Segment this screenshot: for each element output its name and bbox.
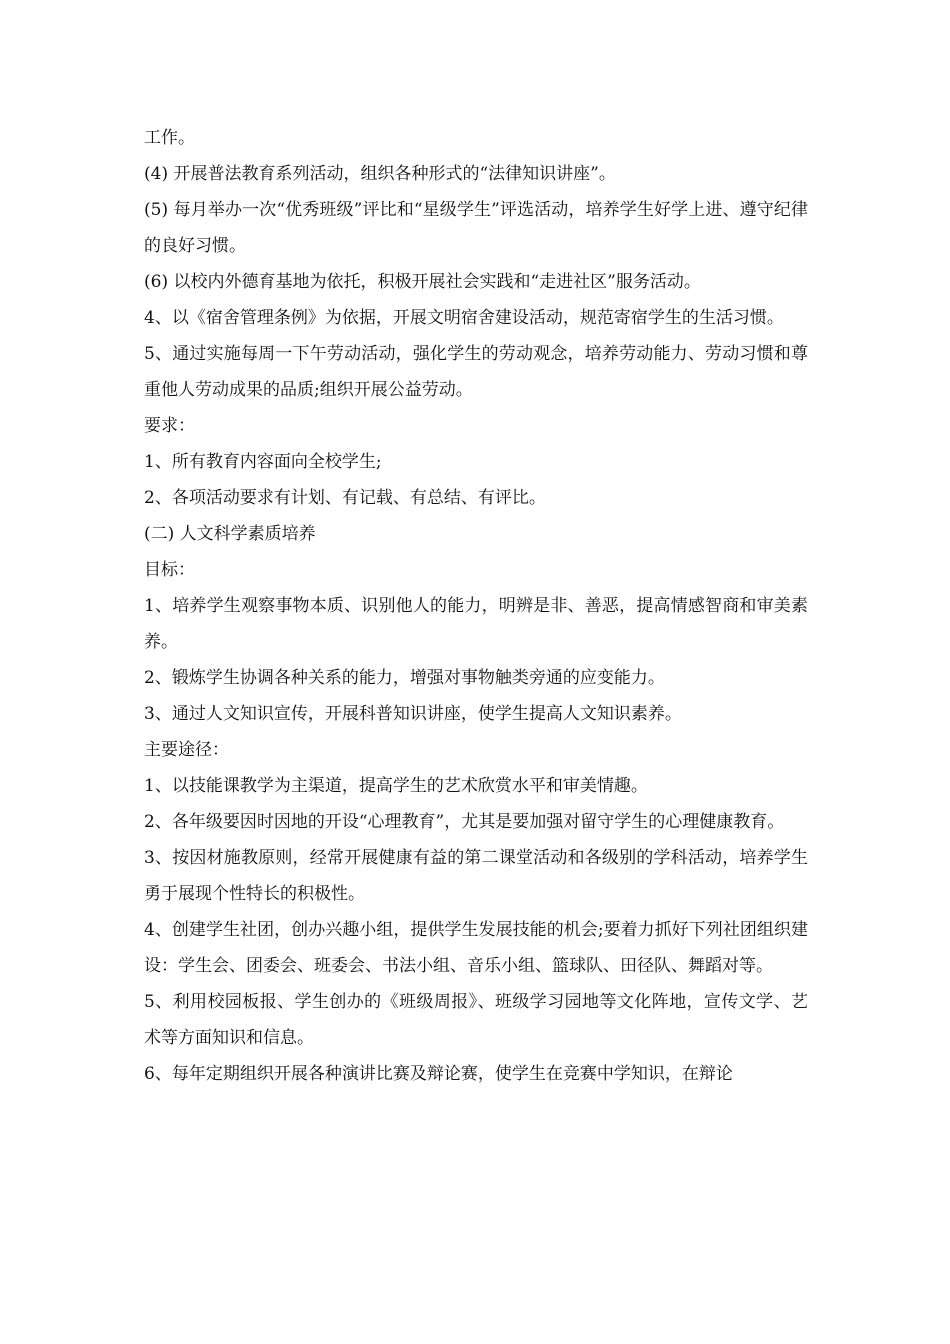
paragraph-requirement-1: 1、所有教育内容面向全校学生; bbox=[144, 452, 382, 472]
paragraph-goal-3: 3、通过人文知识宣传，开展科普知识讲座，使学生提高人文知识素养。 bbox=[144, 704, 682, 724]
paragraph-approach-3: 3、按因材施教原则，经常开展健康有益的第二课堂活动和各级别的学科活动，培养学生勇于展现个性特长的积极性。 bbox=[144, 848, 808, 904]
section-heading-humanities: (二) 人文科学素质培养 bbox=[144, 524, 316, 544]
paragraph-item-6-social-practice: (6) 以校内外德育基地为依托，积极开展社会实践和“走进社区”服务活动。 bbox=[144, 272, 701, 292]
paragraph-approach-4: 4、创建学生社团，创办兴趣小组，提供学生发展技能的机会;要着力抓好下列社团组织建设：学生会、团委会、班委会、书法小组、音乐小组、篮球队、田径队、舞蹈对等。 bbox=[144, 920, 808, 976]
paragraph-approach-2: 2、各年级要因时因地的开设“心理教育”，尤其是要加强对留守学生的心理健康教育。 bbox=[144, 812, 785, 832]
document-body bbox=[144, 120, 808, 1092]
paragraph-dormitory-management: 4、以《宿舍管理条例》为依据，开展文明宿舍建设活动，规范寄宿学生的生活习惯。 bbox=[144, 308, 784, 328]
paragraph-goal-1: 1、培养学生观察事物本质、识别他人的能力，明辨是非、善恶，提高情感智商和审美素养。 bbox=[144, 596, 808, 652]
paragraph-approach-5: 5、利用校园板报、学生创办的《班级周报》、班级学习园地等文化阵地，宣传文学、艺术等方面知识和信息。 bbox=[144, 992, 808, 1048]
paragraph-approach-6: 6、每年定期组织开展各种演讲比赛及辩论赛，使学生在竞赛中学知识，在辩论 bbox=[144, 1064, 733, 1084]
paragraph-labor-activities: 5、通过实施每周一下午劳动活动，强化学生的劳动观念，培养劳动能力、劳动习惯和尊重他人劳动成果的品质;组织开展公益劳动。 bbox=[144, 344, 808, 400]
paragraph-approach-1: 1、以技能课教学为主渠道，提高学生的艺术欣赏水平和审美情趣。 bbox=[144, 776, 648, 796]
paragraph-continuation: 工作。 bbox=[144, 128, 195, 148]
heading-goals: 目标： bbox=[144, 560, 195, 580]
paragraph-requirement-2: 2、各项活动要求有计划、有记载、有总结、有评比。 bbox=[144, 488, 546, 508]
heading-requirements: 要求： bbox=[144, 416, 195, 436]
heading-main-approaches: 主要途径： bbox=[144, 740, 229, 760]
paragraph-goal-2: 2、锻炼学生协调各种关系的能力，增强对事物触类旁通的应变能力。 bbox=[144, 668, 665, 688]
paragraph-item-4-law-education: (4) 开展普法教育系列活动，组织各种形式的“法律知识讲座”。 bbox=[144, 164, 616, 184]
paragraph-item-5-monthly-evaluation: (5) 每月举办一次“优秀班级”评比和“星级学生”评选活动，培养学生好学上进、遵守纪律的良好习惯。 bbox=[144, 200, 808, 256]
